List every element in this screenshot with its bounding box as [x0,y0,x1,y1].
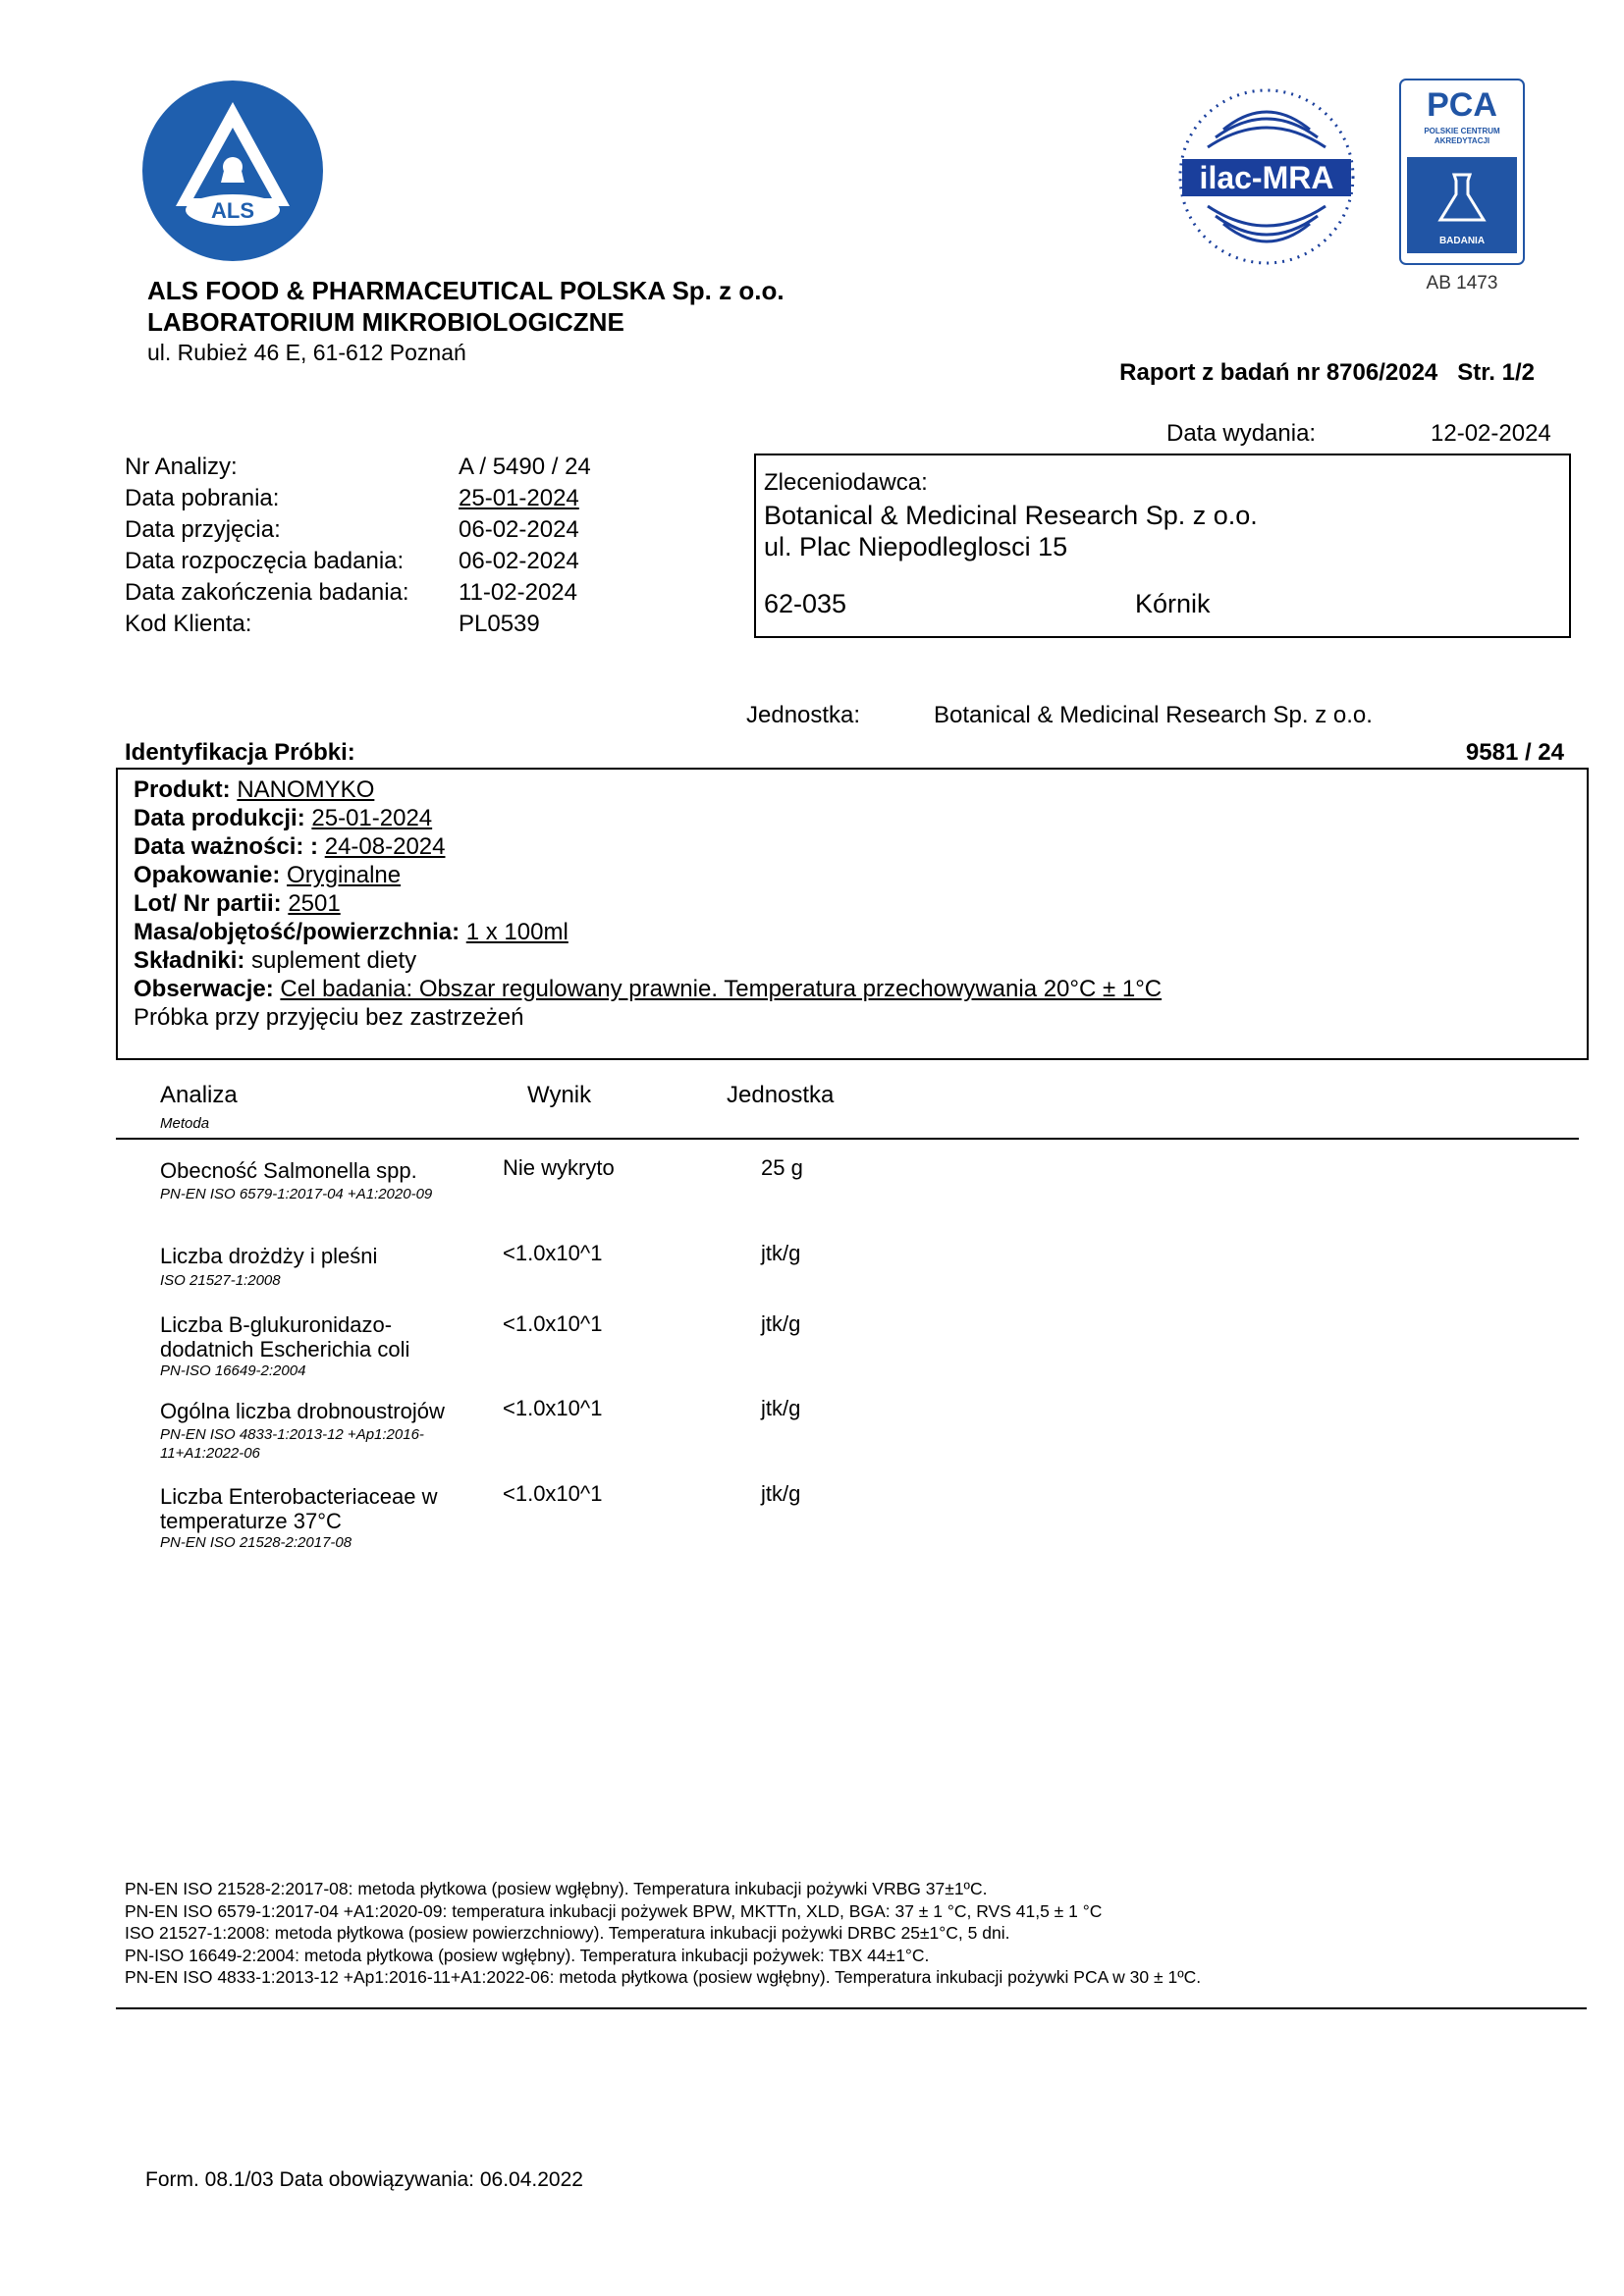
sample-field [134,946,416,975]
lab-name: LABORATORIUM MIKROBIOLOGICZNE [147,307,624,337]
sample-field [134,889,341,918]
info-row [125,485,591,516]
client-label: Zleceniodawca: [764,469,928,496]
report-title: Raport z badań nr 8706/2024 Str. 1/2 [1119,359,1535,386]
sample-field [134,918,568,946]
col-header-result: Wynik [527,1082,592,1108]
col-header-method: Metoda [160,1115,210,1132]
ilac-mra-logo [1168,79,1365,275]
result-method: PN-EN ISO 6579-1:2017-04 +A1:2020-09 [160,1186,433,1202]
col-header-analysis: Analiza [160,1082,238,1108]
info-label: Data pobrania: [125,485,280,511]
sample-field-value: 1 x 100ml [465,919,568,945]
info-value: A / 5490 / 24 [459,454,591,480]
footnote: PN-ISO 16649-2:2004: metoda płytkowa (posiew wgłębny). Temperatura inkubacji pożywek: TBX 44±1°C. [125,1945,930,1965]
info-value: 25-01-2024 [459,485,579,511]
result-name: Liczba Enterobacteriaceae w temperaturze 37°C [160,1484,438,1533]
sample-field-value: suplement diety [251,947,417,974]
info-value: 06-02-2024 [459,516,579,543]
company-name: ALS FOOD & PHARMACEUTICAL POLSKA Sp. z o.o. [147,276,785,305]
info-label: Data zakończenia badania: [125,579,409,606]
result-method: PN-EN ISO 21528-2:2017-08 [160,1534,352,1551]
info-label: Data rozpoczęcia badania: [125,548,405,574]
client-name: Botanical & Medicinal Research Sp. z o.o. [764,501,1258,530]
sample-field-label: Składniki: [134,947,245,974]
sample-field-value: 24-08-2024 [324,833,446,860]
pca-subtitle-line1: POLSKIE CENTRUM [1424,127,1500,135]
result-name: Ogólna liczba drobnoustrojów [160,1399,445,1423]
sample-field [134,832,445,861]
pca-title: PCA [1427,86,1497,124]
client-box [754,454,1571,638]
sample-field [134,861,401,889]
sample-field [134,775,374,804]
pca-number: AB 1473 [1426,273,1498,294]
table-header-divider [116,1138,1579,1140]
col-header-unit: Jednostka [727,1082,835,1108]
info-row [125,548,591,579]
sample-note: Próbka przy przyjęciu bez zastrzeżeń [134,1004,524,1031]
info-row [125,454,591,485]
pca-logo [1399,79,1525,265]
result-value: <1.0x10^1 [503,1481,603,1506]
sample-field-value: Oryginalne [287,862,402,888]
info-label: Nr Analizy: [125,454,238,480]
analysis-info-table [125,454,591,642]
result-value: <1.0x10^1 [503,1396,603,1420]
sample-field-label: Data produkcji: [134,805,305,831]
pca-subtitle-line2: AKREDYTACJI [1434,136,1490,145]
result-method: PN-EN ISO 4833-1:2013-12 +Ap1:2016-11+A1:2022-06 [160,1426,424,1462]
result-name: Liczba B-glukuronidazo-dodatnich Escherichia coli [160,1312,410,1362]
sample-field-label: Produkt: [134,776,231,803]
client-street: ul. Plac Niepodleglosci 15 [764,532,1068,561]
issue-date-label: Data wydania: [1166,420,1317,447]
result-value: Nie wykryto [503,1155,615,1180]
sample-field-value: Cel badania: Obszar regulowany prawnie. Temperatura przechowywania 20°C ± 1°C [280,976,1163,1002]
pca-badge-text: BADANIA [1438,236,1486,246]
result-value: <1.0x10^1 [503,1311,603,1336]
result-unit: jtk/g [761,1481,801,1506]
result-name: Obecność Salmonella spp. [160,1158,417,1183]
sample-field-label: Lot/ Nr partii: [134,890,282,917]
sample-field [134,975,1162,1003]
info-row [125,516,591,548]
method-footnotes [125,1878,1201,1989]
result-method: PN-ISO 16649-2:2004 [160,1362,306,1379]
result-unit: jtk/g [761,1311,801,1336]
sample-field-value: NANOMYKO [237,776,375,803]
info-value: PL0539 [459,611,540,637]
footnote: ISO 21527-1:2008: metoda płytkowa (posiew powierzchniowy). Temperatura inkubacji pożywki DRBC 25±1°C, 5 dni. [125,1923,1010,1943]
unit-value: Botanical & Medicinal Research Sp. z o.o. [934,702,1373,728]
issue-date-value: 12-02-2024 [1431,420,1551,447]
result-unit: jtk/g [761,1396,801,1420]
als-logo [142,80,323,261]
sample-field-label: Masa/objętość/powierzchnia: [134,919,460,945]
result-method: ISO 21527-1:2008 [160,1272,281,1289]
sample-field-label: Obserwacje: [134,976,274,1002]
unit-label: Jednostka: [746,702,861,728]
footnote: PN-EN ISO 4833-1:2013-12 +Ap1:2016-11+A1:2022-06: metoda płytkowa (posiew wgłębny). Temperatura inkubacji pożywki PCA w 30 ± 1ºC. [125,1967,1202,1987]
result-unit: 25 g [761,1155,803,1180]
sample-field [134,804,432,832]
sample-field-value: 2501 [288,890,341,917]
sample-id-title: Identyfikacja Próbki: [125,739,355,766]
client-city: Kórnik [1135,589,1211,618]
info-row [125,579,591,611]
footnote: PN-EN ISO 21528-2:2017-08: metoda płytkowa (posiew wgłębny). Temperatura inkubacji pożywki VRBG 37±1ºC. [125,1879,988,1898]
footer-divider [116,2007,1587,2009]
form-note: Form. 08.1/03 Data obowiązywania: 06.04.2022 [145,2168,583,2191]
result-name: Liczba drożdży i pleśni [160,1244,378,1268]
sample-field-label: Data ważności: : [134,833,319,860]
sample-field-label: Opakowanie: [134,862,281,888]
client-postal-code: 62-035 [764,589,847,618]
info-label: Data przyjęcia: [125,516,281,543]
ilac-logo-text: ilac-MRA [1199,160,1334,195]
sample-box [116,768,1589,1060]
result-unit: jtk/g [761,1241,801,1265]
result-value: <1.0x10^1 [503,1241,603,1265]
sample-id-number: 9581 / 24 [1465,739,1564,766]
sample-field-value: 25-01-2024 [311,805,433,831]
info-value: 11-02-2024 [459,579,577,606]
info-value: 06-02-2024 [459,548,579,574]
footnote: PN-EN ISO 6579-1:2017-04 +A1:2020-09: temperatura inkubacji pożywek BPW, MKTTn, XLD, BGA: 37 ± 1 °C, RVS 41,5 ± 1 °C [125,1900,1103,1921]
als-logo-text: ALS [211,198,254,223]
info-label: Kod Klienta: [125,611,252,637]
company-address: ul. Rubież 46 E, 61-612 Poznań [147,340,466,365]
info-row [125,611,591,642]
